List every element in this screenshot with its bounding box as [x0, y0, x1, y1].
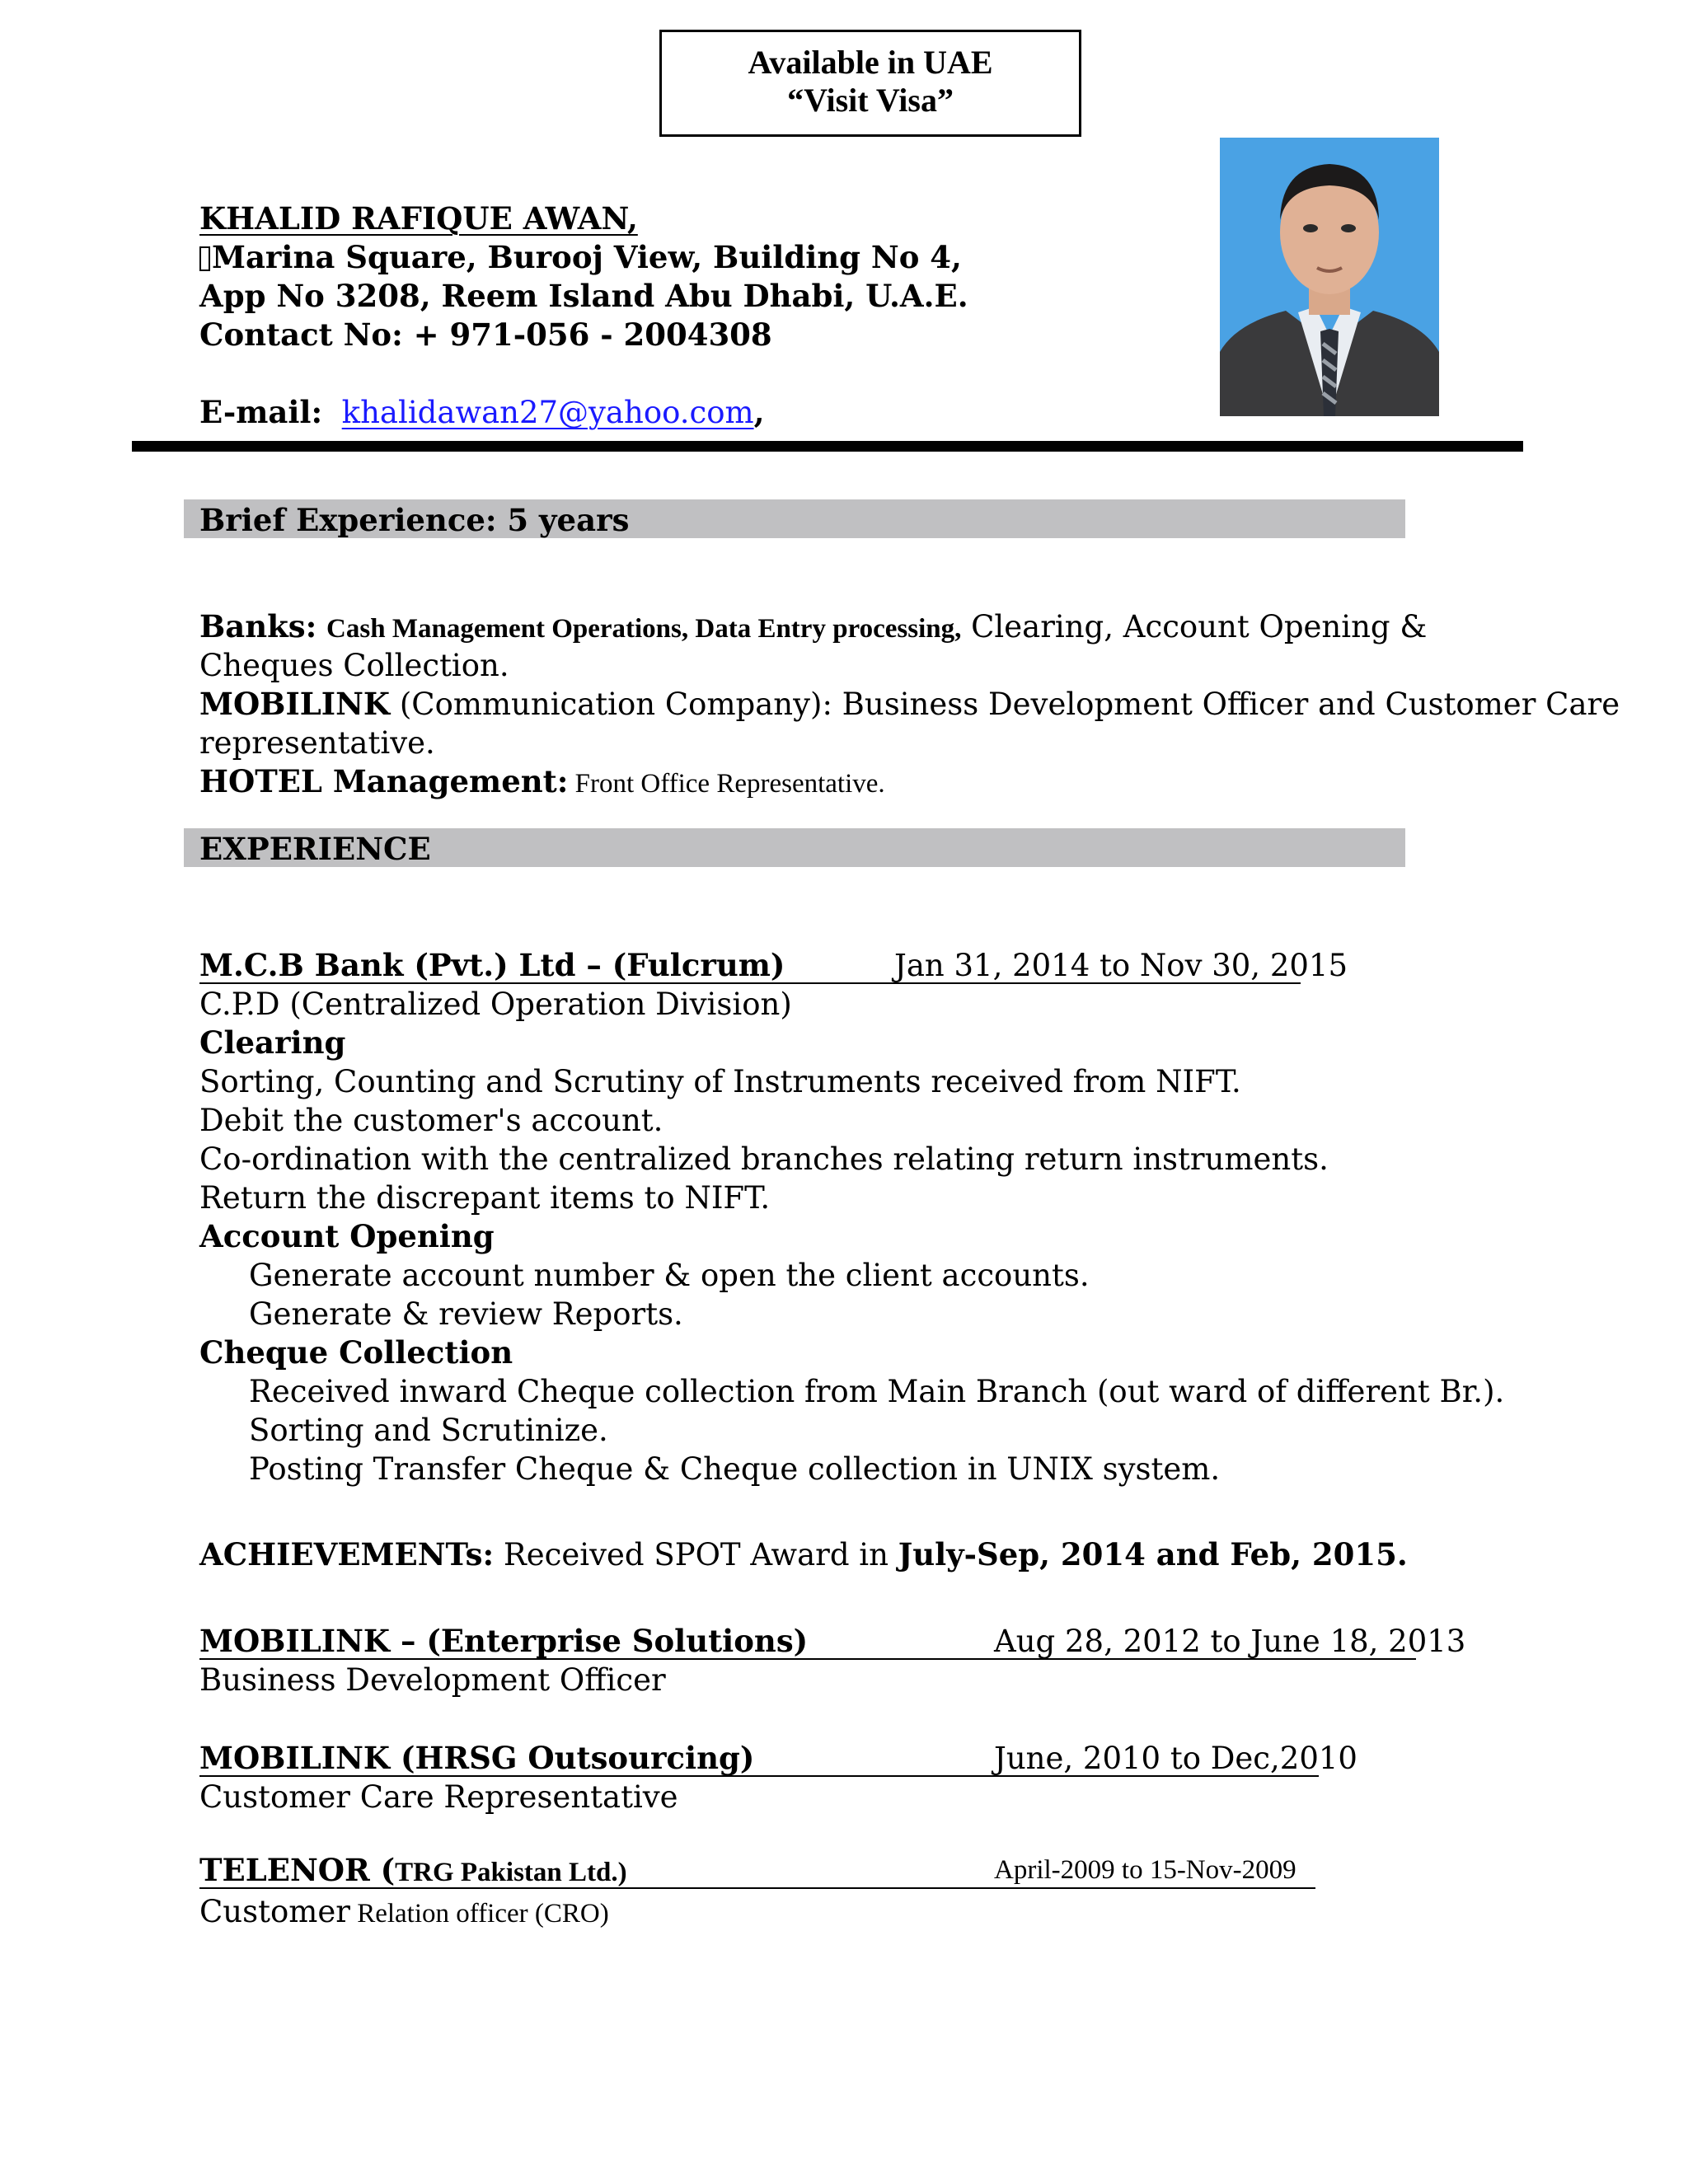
banks-services-extra: Clearing, Account Opening &: [961, 609, 1428, 644]
brief-experience-heading: Brief Experience: 5 years: [199, 502, 630, 538]
job-mcb-division: C.P.D (Centralized Operation Division): [199, 987, 792, 1022]
account-opening-title: Account Opening: [199, 1218, 495, 1254]
job-mobilink-enterprise-header: [199, 1622, 1466, 1663]
job-telenor-role: Customer Relation officer (CRO): [199, 1894, 609, 1929]
achievements-label: ACHIEVEMENTs:: [199, 1536, 495, 1572]
job-mobilink-hrsg-company: MOBILINK (HRSG Outsourcing): [199, 1740, 755, 1776]
portrait-image: [1220, 138, 1439, 416]
clearing-title: Clearing: [199, 1024, 346, 1061]
job-mobilink-enterprise-dates: Aug 28, 2012 to June 18, 2013: [994, 1624, 1466, 1659]
hotel-text: Front Office Representative.: [568, 769, 885, 799]
experience-heading: EXPERIENCE: [199, 831, 431, 867]
banks-line-2: Cheques Collection.: [199, 648, 509, 683]
job-mobilink-enterprise-company: MOBILINK – (Enterprise Solutions): [199, 1623, 809, 1659]
cheque-collection-title: Cheque Collection: [199, 1334, 513, 1371]
clearing-item: Sorting, Counting and Scrutiny of Instruments received from NIFT.: [199, 1064, 1241, 1099]
job-telenor-dates: April-2009 to 15-Nov-2009: [994, 1855, 1296, 1885]
brief-experience-band: [184, 499, 1405, 538]
clearing-item: Co-ordination with the centralized branches relating return instruments.: [199, 1141, 1329, 1177]
achievements-line: [199, 1535, 1408, 1574]
mobilink-text: (Communication Company): Business Development Officer and Customer Care: [390, 687, 1620, 722]
mobilink-label: MOBILINK: [199, 686, 391, 722]
banks-line: [199, 607, 1427, 649]
cheque-item: Sorting and Scrutinize.: [249, 1413, 608, 1448]
account-item: Generate account number & open the client accounts.: [249, 1258, 1090, 1293]
email-suffix: ,: [753, 394, 765, 430]
job-telenor-company: TELENOR (TRG Pakistan Ltd.): [199, 1852, 627, 1888]
address-line-1: Marina Square, Burooj View, Building No 4,: [199, 238, 962, 277]
address-bullet-icon: [199, 246, 210, 271]
achievements-text: Received SPOT Award in: [494, 1537, 898, 1572]
email-link[interactable]: khalidawan27@yahoo.com: [341, 395, 754, 430]
achievements-dates: July-Sep, 2014 and Feb, 2015.: [898, 1536, 1408, 1572]
hotel-label: HOTEL Management:: [199, 763, 569, 799]
contact-number: Contact No: + 971-056 - 2004308: [199, 316, 772, 353]
job-mobilink-hrsg-header: [199, 1739, 1357, 1780]
profile-photo: [1220, 138, 1439, 416]
experience-band: [184, 828, 1405, 867]
header-divider: [132, 441, 1523, 452]
job-mcb-dates: Jan 31, 2014 to Nov 30, 2015: [894, 948, 1348, 983]
job-mobilink-enterprise-role: Business Development Officer: [199, 1662, 666, 1698]
availability-line2: “Visit Visa”: [787, 82, 954, 119]
cheque-item: Received inward Cheque collection from Main Branch (out ward of different Br.).: [249, 1374, 1505, 1409]
job-telenor-header: [199, 1851, 1319, 1892]
mobilink-line: [199, 685, 1620, 724]
availability-line1: Available in UAE: [748, 44, 993, 81]
applicant-name: KHALID RAFIQUE AWAN,: [199, 200, 638, 237]
job-mobilink-hrsg-role: Customer Care Representative: [199, 1779, 678, 1815]
cheque-item: Posting Transfer Cheque & Cheque collection in UNIX system.: [249, 1451, 1221, 1487]
clearing-item: Return the discrepant items to NIFT.: [199, 1180, 771, 1216]
clearing-item: Debit the customer's account.: [199, 1103, 663, 1138]
account-item: Generate & review Reports.: [249, 1296, 683, 1332]
email-row: [199, 393, 764, 432]
hotel-line: [199, 762, 885, 804]
banks-services: Cash Management Operations, Data Entry processing,: [326, 614, 962, 644]
email-label: E-mail:: [199, 394, 323, 430]
banks-label: Banks:: [199, 608, 317, 644]
mobilink-line-2: representative.: [199, 725, 435, 761]
job-mobilink-hrsg-dates: June, 2010 to Dec,2010: [994, 1741, 1357, 1776]
job-mcb-company: M.C.B Bank (Pvt.) Ltd – (Fulcrum): [199, 947, 785, 983]
availability-box: [659, 30, 1081, 137]
job-mcb-header: [199, 946, 1348, 987]
address-line-2: App No 3208, Reem Island Abu Dhabi, U.A.E.: [199, 278, 968, 314]
